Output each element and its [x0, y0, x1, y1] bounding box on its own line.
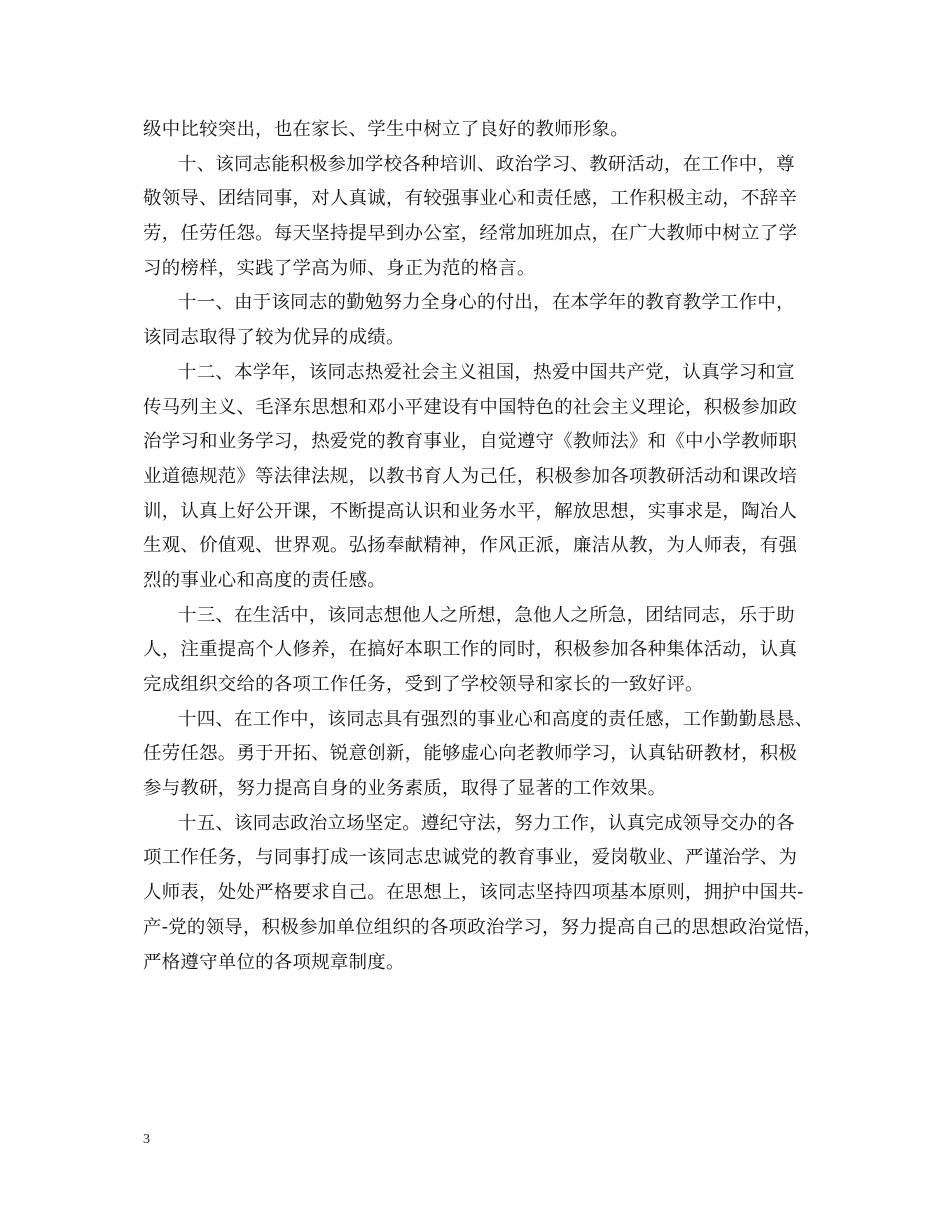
text-line: 人师表，处处严格要求自己。在思想上，该同志坚持四项基本原则，拥护中国共-	[143, 882, 804, 904]
paragraph-13-line: 十三、在生活中，该同志想他人之所想，急他人之所急，团结同志，乐于助	[178, 604, 795, 626]
paragraph-11-line: 十一、由于该同志的勤勉努力全身心的付出，在本学年的教育教学工作中，	[178, 292, 795, 314]
text-line: 业道德规范》等法律法规，以教书育人为己任，积极参加各项教研活动和课改培	[143, 465, 798, 487]
text-line: 治学习和业务学习，热爱党的教育事业，自觉遵守《教师法》和《中小学教师职	[143, 431, 798, 453]
text-line: 参与教研，努力提高自身的业务素质，取得了显著的工作效果。	[143, 778, 667, 800]
paragraph-12-line: 十二、本学年，该同志热爱社会主义祖国，热爱中国共产党，认真学习和宣	[178, 361, 795, 383]
paragraph-14-line: 十四、在工作中，该同志具有强烈的事业心和高度的责任感，工作勤勤恳恳、	[178, 708, 814, 730]
text-line: 劳，任劳任怨。每天坚持提早到办公室，经常加班加点，在广大教师中树立了学	[143, 223, 798, 245]
text-line: 习的榜样，实践了学高为师、身正为范的格言。	[143, 257, 536, 279]
text-line: 训，认真上好公开课，不断提高认识和业务水平，解放思想，实事求是，陶冶人	[143, 500, 798, 522]
text-line: 生观、价值观、世界观。弘扬奉献精神，作风正派，廉洁从教，为人师表，有强	[143, 535, 798, 557]
text-line: 严格遵守单位的各项规章制度。	[143, 951, 405, 973]
text-line: 该同志取得了较为优异的成绩。	[143, 327, 405, 349]
text-line: 级中比较突出，也在家长、学生中树立了良好的教师形象。	[143, 119, 629, 140]
text-line: 传马列主义、毛泽东思想和邓小平建设有中国特色的社会主义理论，积极参加政	[143, 396, 798, 418]
page-number: 3	[143, 1132, 150, 1147]
text-line: 任劳任怨。勇于开拓、锐意创新，能够虚心向老教师学习，认真钻研教材，积极	[143, 743, 798, 765]
text-line: 产-党的领导，积极参加单位组织的各项政治学习，努力提高自己的思想政治觉悟，	[143, 916, 823, 938]
text-line: 项工作任务，与同事打成一该同志忠诚党的教育事业，爱岗敬业、严谨治学、为	[143, 847, 798, 869]
text-line: 完成组织交给的各项工作任务，受到了学校领导和家长的一致好评。	[143, 674, 704, 695]
text-line: 烈的事业心和高度的责任感。	[143, 569, 386, 591]
text-line: 敬领导、团结同事，对人真诚，有较强事业心和责任感，工作积极主动，不辞辛	[143, 188, 798, 210]
paragraph-10-line: 十、该同志能积极参加学校各种培训、政治学习、教研活动，在工作中，尊	[178, 153, 795, 175]
paragraph-15-line: 十五、该同志政治立场坚定。遵纪守法，努力工作，认真完成领导交办的各	[178, 812, 795, 834]
document-body	[143, 113, 823, 980]
text-line: 人，注重提高个人修养，在搞好本职工作的同时，积极参加各种集体活动，认真	[143, 639, 798, 661]
